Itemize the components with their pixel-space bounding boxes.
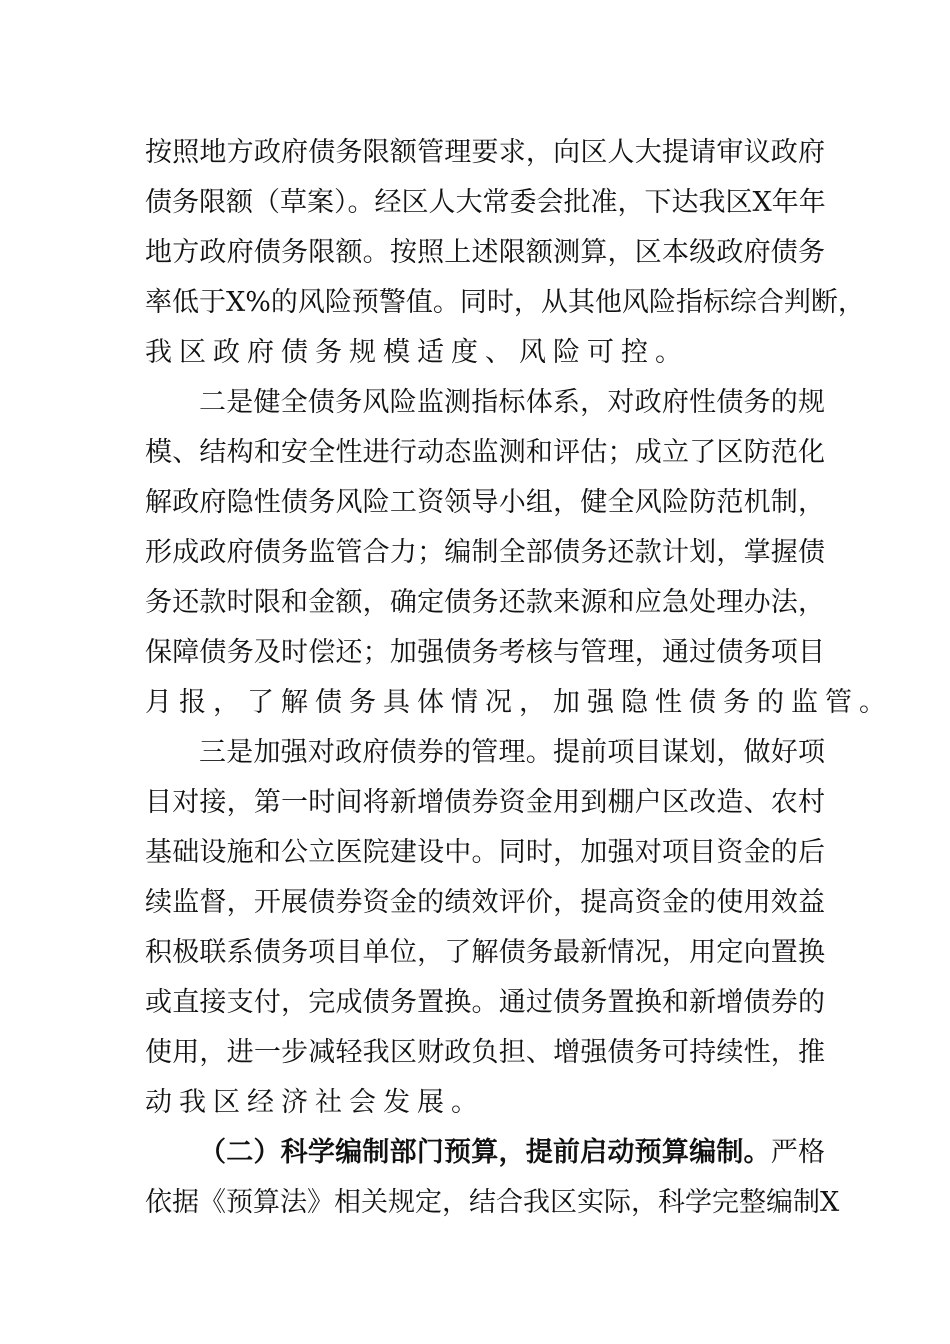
text-line: 按照地方政府债务限额管理要求，向区人大提请审议政府 (145, 137, 825, 168)
text-line: 模、结构和安全性进行动态监测和评估；成立了区防范化 (145, 437, 825, 468)
text-line: 率低于X%的风险预警值。同时，从其他风险指标综合判断， (145, 287, 865, 318)
text-line: 解政府隐性债务风险工资领导小组，健全风险防范机制， (145, 487, 825, 518)
text-line: 使用，进一步减轻我区财政负担、增强债务可持续性，推 (145, 1037, 825, 1068)
text-line: 依据《预算法》相关规定，结合我区实际，科学完整编制X (145, 1187, 840, 1218)
text-line: 地方政府债务限额。按照上述限额测算，区本级政府债务 (145, 237, 825, 268)
text-line: 或直接支付，完成债务置换。通过债务置换和新增债券的 (145, 987, 825, 1018)
section-heading-continuation: 严格 (770, 1137, 826, 1168)
section-heading: （二）科学编制部门预算，提前启动预算编制。 (199, 1137, 771, 1168)
text-line: 目对接，第一时间将新增债券资金用到棚户区改造、农村 (145, 787, 825, 818)
section-heading-line (145, 1128, 825, 1178)
text-line: 续监督，开展债券资金的绩效评价，提高资金的使用效益 (145, 887, 825, 918)
text-line: 形成政府债务监管合力；编制全部债务还款计划，掌握债 (145, 537, 825, 568)
paragraph-start-line: 二是健全债务风险监测指标体系，对政府性债务的规 (199, 387, 825, 418)
paragraph-start-line: 三是加强对政府债券的管理。提前项目谋划，做好项 (199, 737, 825, 768)
text-line: 动我区经济社会发展。 (145, 1087, 485, 1118)
text-line: 务还款时限和金额，确定债务还款来源和应急处理办法， (145, 587, 825, 618)
text-line: 积极联系债务项目单位，了解债务最新情况，用定向置换 (145, 937, 825, 968)
text-line: 保障债务及时偿还；加强债务考核与管理，通过债务项目 (145, 637, 825, 668)
text-line: 我区政府债务规模适度、风险可控。 (145, 337, 689, 368)
text-line: 债务限额（草案）。经区人大常委会批准，下达我区X年年 (145, 187, 826, 218)
body-text (145, 128, 893, 1228)
text-line: 基础设施和公立医院建设中。同时，加强对项目资金的后 (145, 837, 825, 868)
text-line: 月报，了解债务具体情况，加强隐性债务的监管。 (145, 687, 893, 718)
